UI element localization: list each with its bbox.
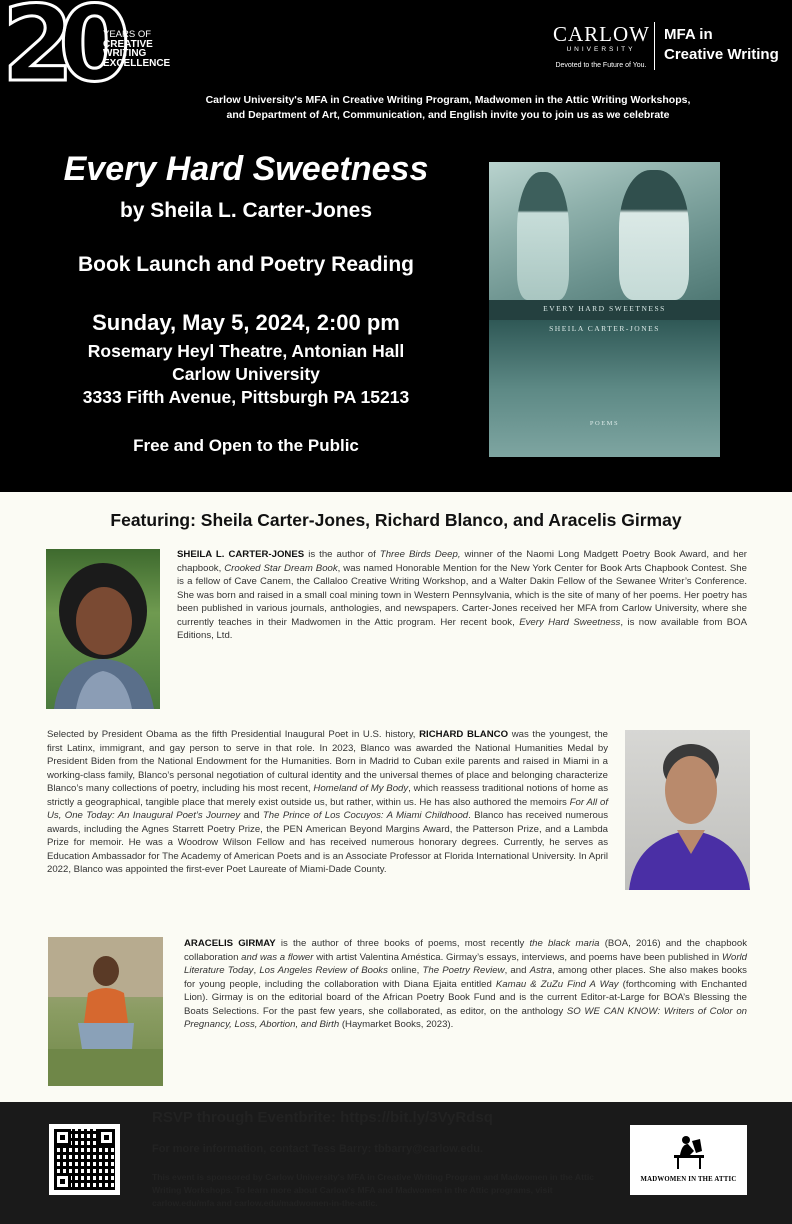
bio-text: (Haymarket Books, 2023).: [339, 1019, 454, 1030]
book-cover-image: [489, 162, 720, 457]
bio-name: ARACELIS GIRMAY: [184, 938, 276, 949]
logo-divider: [654, 22, 655, 70]
blanco-bio: [47, 728, 608, 877]
bio-text: , is now available from BOA Editions, Ltd.: [177, 616, 748, 641]
carlow-logo: [553, 24, 649, 69]
cover-author: SHEILA CARTER-JONES: [549, 324, 660, 333]
bio-title-italic: Los Angeles Review of Books: [259, 965, 388, 976]
bio-text: (BOA, 2016) and the chapbook collaboration: [184, 938, 748, 963]
bio-text: , and: [504, 965, 530, 976]
portrait-illustration: [625, 730, 750, 890]
bio-text: and: [240, 810, 263, 821]
bio-title-italic: The Prince of Los Cocuyos: A Miami Childhood: [262, 810, 469, 821]
bio-text: was the youngest, the first Latinx, immigrant, and gay person to serve in that role. In 2023, Blanco was awarded the National Humanities Medal by President Biden from the National Endowment for the Humanities. Born in Madrid to Cuban exile parents and raised in Miami in a working-class family, Blanco’s personal negotiation of cultural identity and the universal themes of place and belonging characterize Blanco’s many collections of poetry, including his most recent,: [47, 729, 609, 794]
bio-title-italic: and was a flower: [241, 951, 314, 963]
carlow-sub: UNIVERSITY: [566, 46, 636, 53]
cover-child-right: [619, 170, 689, 300]
cover-child-left: [517, 172, 569, 300]
event-date: Sunday, May 5, 2024, 2:00 pm: [92, 310, 400, 335]
bio-name: RICHARD BLANCO: [419, 729, 509, 740]
bio-title-italic: Homeland of My Body: [313, 783, 409, 794]
bio-text: Selected by President Obama as the fifth Presidential Inaugural Poet in U.S. history,: [47, 729, 420, 740]
bio-title-italic: The Poetry Review: [422, 965, 505, 976]
carlow-name: CARLOW: [553, 22, 650, 46]
bio-text: is the author of: [304, 549, 380, 560]
madwomen-text: MADWOMEN IN THE ATTIC: [640, 1176, 737, 1183]
sponsor-note: This event is sponsored by Carlow University's MFA in Creative Writing Program and Madwomen in the Attic Writing Workshops. To learn more about Carlow's MFA and Madwomen in the Attic programs, visit carlow.edu/mfa and carlow.edu/madwomen-in-the-attic.: [152, 1172, 594, 1208]
carter-jones-photo: [46, 549, 160, 709]
bio-name: SHEILA L. CARTER-JONES: [177, 549, 305, 560]
mfa-label: MFA in Creative Writing: [664, 26, 779, 63]
cover-poems-label: POEMS: [589, 420, 620, 427]
event-venue: Rosemary Heyl Theatre, Antonian Hall Carlow University 3333 Fifth Avenue, Pittsburgh PA 15213: [82, 341, 410, 407]
bio-title-italic: Crooked Star Dream Book: [224, 562, 338, 574]
header-banner: [0, 0, 792, 492]
book-author: by Sheila L. Carter-Jones: [119, 199, 373, 222]
bio-title-italic: World Literature Today: [184, 951, 747, 976]
cover-photo: [489, 162, 720, 300]
bio-text: ,: [253, 965, 260, 976]
contact-info[interactable]: For more information, contact Tess Barry: tbbarry@carlow.edu.: [152, 1143, 484, 1155]
bio-title-italic: Every Hard Sweetness: [519, 616, 621, 628]
qr-finder: [54, 1129, 71, 1146]
admission-note: Free and Open to the Public: [133, 436, 359, 455]
portrait-illustration: [46, 549, 160, 709]
anniversary-number: 20: [2, 0, 115, 105]
bio-text: with artist Valentina Améstica. Girmay’s essays, interviews, and poems have been published in: [313, 951, 722, 963]
event-type: Book Launch and Poetry Reading: [77, 253, 415, 276]
bio-title-italic: the black maria: [529, 938, 600, 949]
qr-code-icon[interactable]: [49, 1124, 120, 1195]
rsvp-link[interactable]: RSVP through Eventbrite: https://bit.ly/3VyRdsq: [152, 1109, 493, 1126]
bio-title-italic: Astra: [529, 965, 552, 976]
carter-jones-bio: [177, 548, 747, 643]
madwomen-logo: [630, 1125, 747, 1195]
madwomen-figure-icon: [670, 1135, 708, 1169]
bio-text: online,: [387, 965, 423, 976]
invitation-text: Carlow University's MFA in Creative Writing Program, Madwomen in the Attic Writing Workshops, and Department of Art, Communication, and English invite you to join us as we celebrate: [205, 94, 691, 121]
book-title: Every Hard Sweetness: [63, 150, 429, 188]
qr-finder: [98, 1129, 115, 1146]
bio-text: , among other places. She also makes books for young people, including the collaboration with Diana Ejaita entitled: [184, 965, 747, 990]
bio-title-italic: Kamau & ZuZu Find A Way: [495, 978, 619, 990]
anniversary-tagline: YEARS OF CREATIVE WRITING EXCELLENCE: [103, 29, 171, 69]
girmay-bio: [184, 937, 747, 1032]
bio-text: , which reassess traditional notions of home as strictly a geographical, tangible place that merely exist outside us, but rather, within us. He has also authored the memoirs: [47, 783, 608, 808]
bio-text: winner of the Naomi Long Madgett Poetry Book Award, and her chapbook,: [177, 549, 747, 574]
featuring-heading: Featuring: Sheila Carter-Jones, Richard Blanco, and Aracelis Girmay: [110, 510, 682, 530]
qr-pattern: [54, 1129, 115, 1190]
cover-photo-lower: [489, 320, 720, 457]
bio-title-italic: SO WE CAN KNOW: Writers of Color on Pregnancy, Loss, Abortion, and Birth: [184, 1005, 747, 1030]
anniversary-logo: [0, 0, 180, 105]
bio-text: , was named Honorable Mention for the New York Center for Book Arts Chapbook Contest. She is a fellow of Cave Canem, the Callaloo Creative Writing Workshop, and a Walter Dakin Fellow of the Sewanee Writer’s Conference. She was born and raised in a small coal mining town in Western Pennsylvania, which is the site of many of her poems. Her poetry has been published in various journals, anthologies, and newspapers. Carter-Jones received her MFA from Carlow University, where she currently teaches in their Madwomen in the Attic program. Her recent book,: [177, 562, 747, 628]
girmay-photo: [48, 937, 163, 1086]
cover-title: EVERY HARD SWEETNESS: [543, 304, 666, 313]
qr-finder: [54, 1173, 71, 1190]
bio-text: . Blanco has received numerous awards, including the Agnes Starrett Poetry Prize, the PEN American Beyond Margins Award, the Patterson Prize, and a Lambda Prize for memoir. He was a Woodrow Wilson Fellow and has received numerous honorary degrees. Currently, he serves as Education Ambassador for The Academy of American Poets and is an Associate Professor at Florida International University. In April 2022, Blanco was appointed the first-ever Poet Laureate of Miami-Dade County.: [47, 810, 608, 875]
bio-title-italic: Three Birds Deep,: [379, 549, 461, 560]
bio-text: (forthcoming with Enchanted Lion). Girmay is on the editorial board of the African Poetry Book Fund and is the current Editor-at-Large for BOA’s Blessing the Boats Selections. For the past few years, she collaborated, as editor, on the anthology: [184, 978, 747, 1017]
bio-text: is the author of three books of poems, most recently: [275, 938, 530, 949]
blanco-photo: [625, 730, 750, 890]
carlow-motto: Devoted to the Future of You.: [555, 62, 647, 69]
portrait-illustration: [48, 937, 163, 1086]
bio-title-italic: For All of Us, One Today: An Inaugural Poet’s Journey: [47, 796, 608, 821]
